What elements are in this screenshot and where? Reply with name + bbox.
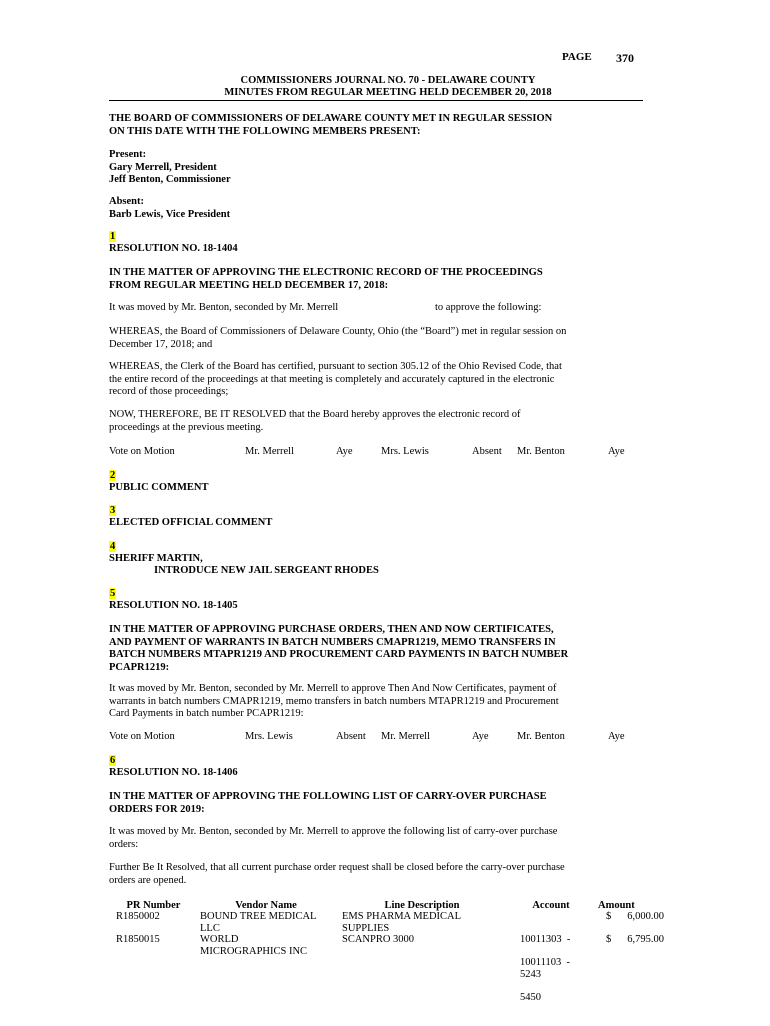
vote-member-result: Aye bbox=[608, 731, 625, 742]
account-cell: 10011103 - 5450 bbox=[520, 957, 570, 1003]
item-number-4: 4 bbox=[110, 541, 116, 552]
vendor-name-cell: BOUND TREE MEDICAL LLC bbox=[200, 911, 317, 934]
elected-official-comment-heading: ELECTED OFFICIAL COMMENT bbox=[109, 517, 273, 528]
resolution-18-1405: RESOLUTION NO. 18-1405 bbox=[109, 600, 238, 611]
item1-whereas-1: WHEREAS, the Board of Commissioners of Delaware County, Ohio (the “Board”) met in regular session on December 17, 2018; and bbox=[109, 326, 567, 350]
column-header-line-description: Line Description bbox=[384, 900, 460, 911]
item-number-1: 1 bbox=[110, 231, 116, 242]
vendor-name-cell: WORLD MICROGRAPHICS INC bbox=[200, 934, 308, 957]
item6-moved: It was moved by Mr. Benton, seconded by Mr. Merrell to approve the following list of carry-over purchase orders: bbox=[109, 826, 558, 850]
vote-label: Vote on Motion bbox=[109, 446, 175, 457]
item6-title: IN THE MATTER OF APPROVING THE FOLLOWING LIST OF CARRY-OVER PURCHASE ORDERS FOR 2019: bbox=[109, 791, 547, 815]
vote-member-result: Absent bbox=[472, 446, 502, 457]
public-comment-heading: PUBLIC COMMENT bbox=[109, 482, 209, 493]
item-number-3: 3 bbox=[110, 505, 116, 516]
item-number-6: 6 bbox=[110, 755, 116, 766]
currency-symbol: $ bbox=[606, 934, 612, 945]
line-description-cell: SCANPRO 3000 bbox=[342, 934, 415, 945]
item6-further-resolved: Further Be It Resolved, that all current purchase order request shall be closed before the carry-over purchase orders are opened. bbox=[109, 862, 565, 886]
item1-moved: It was moved by Mr. Benton, seconded by Mr. Merrell bbox=[109, 302, 339, 313]
item1-whereas-2: WHEREAS, the Clerk of the Board has certified, pursuant to section 305.12 of the Ohio Revised Code, that the entire record of the proceedings at that meeting is completely and accurately captured in the electronic record of those proceedings; bbox=[109, 361, 562, 397]
page-number: 370 bbox=[616, 51, 634, 65]
column-header-pr-number: PR Number bbox=[126, 900, 181, 911]
vote-member-name: Mr. Benton bbox=[517, 731, 565, 742]
header-rule bbox=[109, 100, 643, 101]
currency-symbol: $ bbox=[606, 911, 612, 922]
item-number-2: 2 bbox=[110, 470, 116, 481]
vote-member-name: Mrs. Lewis bbox=[381, 446, 429, 457]
vote-member-name: Mr. Merrell bbox=[245, 446, 294, 457]
vote-member-result: Aye bbox=[608, 446, 625, 457]
column-header-amount: Amount bbox=[598, 900, 635, 911]
absent-members: Absent: Barb Lewis, Vice President bbox=[109, 196, 231, 220]
amount-cell: 6,795.00 bbox=[627, 934, 664, 945]
column-header-vendor-name: Vendor Name bbox=[235, 900, 297, 911]
item1-title: IN THE MATTER OF APPROVING THE ELECTRONIC RECORD OF THE PROCEEDINGS FROM REGULAR MEETING HELD DECEMBER 17, 2018: bbox=[109, 267, 543, 291]
resolution-18-1406: RESOLUTION NO. 18-1406 bbox=[109, 767, 238, 778]
present-members: Present: Gary Merrell, President Jeff Benton, Commissioner bbox=[109, 149, 231, 185]
vote-member-result: Aye bbox=[336, 446, 353, 457]
amount-cell: 6,000.00 bbox=[627, 911, 664, 922]
vote-member-result: Absent bbox=[336, 731, 366, 742]
journal-title: COMMISSIONERS JOURNAL NO. 70 - DELAWARE COUNTY bbox=[240, 75, 536, 86]
vote-member-result: Aye bbox=[472, 731, 489, 742]
item5-moved: It was moved by Mr. Benton, seconded by Mr. Merrell to approve Then And Now Certificates, payment of warrants in batch numbers CMAPR1219, memo transfers in batch numbers MTAPR1219 and Procurement Card Payments in batch number PCAPR1219: bbox=[109, 683, 559, 719]
sheriff-heading: SHERIFF MARTIN, bbox=[109, 553, 203, 564]
vote-label: Vote on Motion bbox=[109, 731, 175, 742]
item-number-5: 5 bbox=[110, 588, 116, 599]
page-label: PAGE bbox=[562, 51, 592, 63]
pr-number-cell: R1850002 bbox=[116, 911, 160, 922]
pr-number-cell: R1850015 bbox=[116, 934, 160, 945]
item1-moved-continued: to approve the following: bbox=[435, 302, 542, 313]
resolution-18-1404: RESOLUTION NO. 18-1404 bbox=[109, 243, 238, 254]
column-header-account: Account bbox=[532, 900, 570, 911]
account-cell: 10011303 - 5243 bbox=[520, 934, 571, 980]
vote-member-name: Mr. Benton bbox=[517, 446, 565, 457]
vote-member-name: Mrs. Lewis bbox=[245, 731, 293, 742]
sheriff-subheading: INTRODUCE NEW JAIL SERGEANT RHODES bbox=[154, 565, 379, 576]
vote-member-name: Mr. Merrell bbox=[381, 731, 430, 742]
item5-title: IN THE MATTER OF APPROVING PURCHASE ORDERS, THEN AND NOW CERTIFICATES, AND PAYMENT OF WARRANTS IN BATCH NUMBERS CMAPR1219, MEMO TRANSFERS IN BATCH NUMBERS MTAPR1219 AND PROCUREMENT CARD PAYMENTS IN BATCH NUMBER PCAPR1219: bbox=[109, 624, 569, 673]
minutes-title: MINUTES FROM REGULAR MEETING HELD DECEMBER 20, 2018 bbox=[224, 87, 552, 98]
intro-paragraph: THE BOARD OF COMMISSIONERS OF DELAWARE COUNTY MET IN REGULAR SESSION ON THIS DATE WITH THE FOLLOWING MEMBERS PRESENT: bbox=[109, 113, 553, 137]
line-description-cell: EMS PHARMA MEDICAL SUPPLIES bbox=[342, 911, 462, 934]
item1-resolved: NOW, THEREFORE, BE IT RESOLVED that the Board hereby approves the electronic record of proceedings at the previous meeting. bbox=[109, 409, 521, 433]
